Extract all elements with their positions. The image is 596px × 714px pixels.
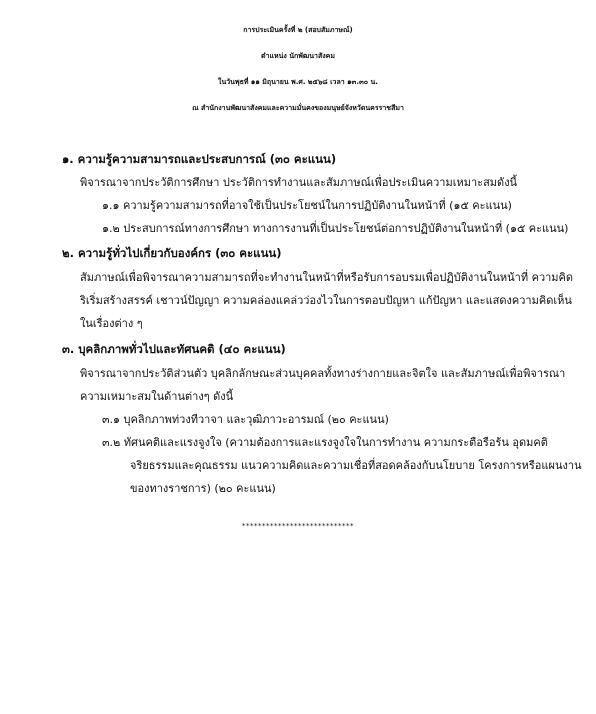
position-title: ตำแหน่ง นักพัฒนาสังคม	[261, 52, 335, 60]
separator-line: ****************************	[242, 522, 354, 530]
date-time-line: ในวันพุธที่ ๑๑ มิถุนายน พ.ศ. ๒๕๖๘ เวลา ๑๓.๓๐ น.	[218, 78, 378, 86]
section-2-desc-line-2: ริเริ่มสร้างสรรค์ เชาวน์ปัญญา ความคล่องแคล่วว่องไวในการตอบปัญหา แก้ปัญหา และแสดงความคิดเห็น	[80, 294, 572, 307]
section-1-title: ๑. ความรู้ความสามารถและประสบการณ์ (๓๐ คะแนน)	[62, 152, 337, 166]
section-2-desc-line-1: สัมภาษณ์เพื่อพิจารณาความสามารถที่จะทำงานในหน้าที่หรือรับการอบรมเพื่อปฏิบัติงานในหน้าที่ ความคิด	[80, 271, 574, 284]
section-3-item-2: ๓.๒ ทัศนคติและแรงจูงใจ (ความต้องการและแรงจูงใจในการทำงาน ความกระตือรือร้น อุดมคติ	[102, 436, 548, 449]
section-3-desc-line-1: พิจารณาจากประวัติส่วนตัว บุคลิกลักษณะส่วนบุคคลทั้งทางร่างกายและจิตใจ และสัมภาษณ์เพื่อพิจารณา	[80, 367, 566, 380]
section-1-item-1: ๑.๑ ความรู้ความสามารถที่อาจใช้เป็นประโยชน์ในการปฏิบัติงานในหน้าที่ (๑๕ คะแนน)	[102, 199, 512, 212]
section-3-item-2-cont-2: ของทางราชการ) (๒๐ คะแนน)	[130, 482, 276, 495]
location-line: ณ สำนักงานพัฒนาสังคมและความมั่นคงของมนุษย์จังหวัดนครราชสีมา	[192, 104, 404, 112]
section-3-desc-line-2: ความเหมาะสมในด้านต่างๆ ดังนี้	[80, 390, 234, 403]
section-1-desc: พิจารณาจากประวัติการศึกษา ประวัติการทำงานและสัมภาษณ์เพื่อประเมินความเหมาะสมดังนี้	[80, 176, 518, 189]
doc-title: การประเมินครั้งที่ ๒ (สอบสัมภาษณ์)	[243, 26, 353, 34]
section-3-item-1: ๓.๑ บุคลิกภาพท่วงทีวาจา และวุฒิภาวะอารมณ์ (๒๐ คะแนน)	[102, 413, 389, 426]
section-2-desc-line-3: ในเรื่องต่าง ๆ	[80, 317, 143, 330]
section-3-title: ๓. บุคลิกภาพทั่วไปและทัศนคติ (๔๐ คะแนน)	[62, 342, 286, 356]
section-3-item-2-cont-1: จริยธรรมและคุณธรรม แนวความคิดและความเชื่อที่สอดคล้องกับนโยบาย โครงการหรือแผนงาน	[130, 459, 582, 472]
section-1-item-2: ๑.๒ ประสบการณ์ทางการศึกษา ทางการงานที่เป็นประโยชน์ต่อการปฏิบัติงานในหน้าที่ (๑๕ คะแนน)	[102, 222, 569, 235]
section-2-title: ๒. ความรู้ทั่วไปเกี่ยวกับองค์กร (๓๐ คะแนน)	[62, 246, 282, 260]
